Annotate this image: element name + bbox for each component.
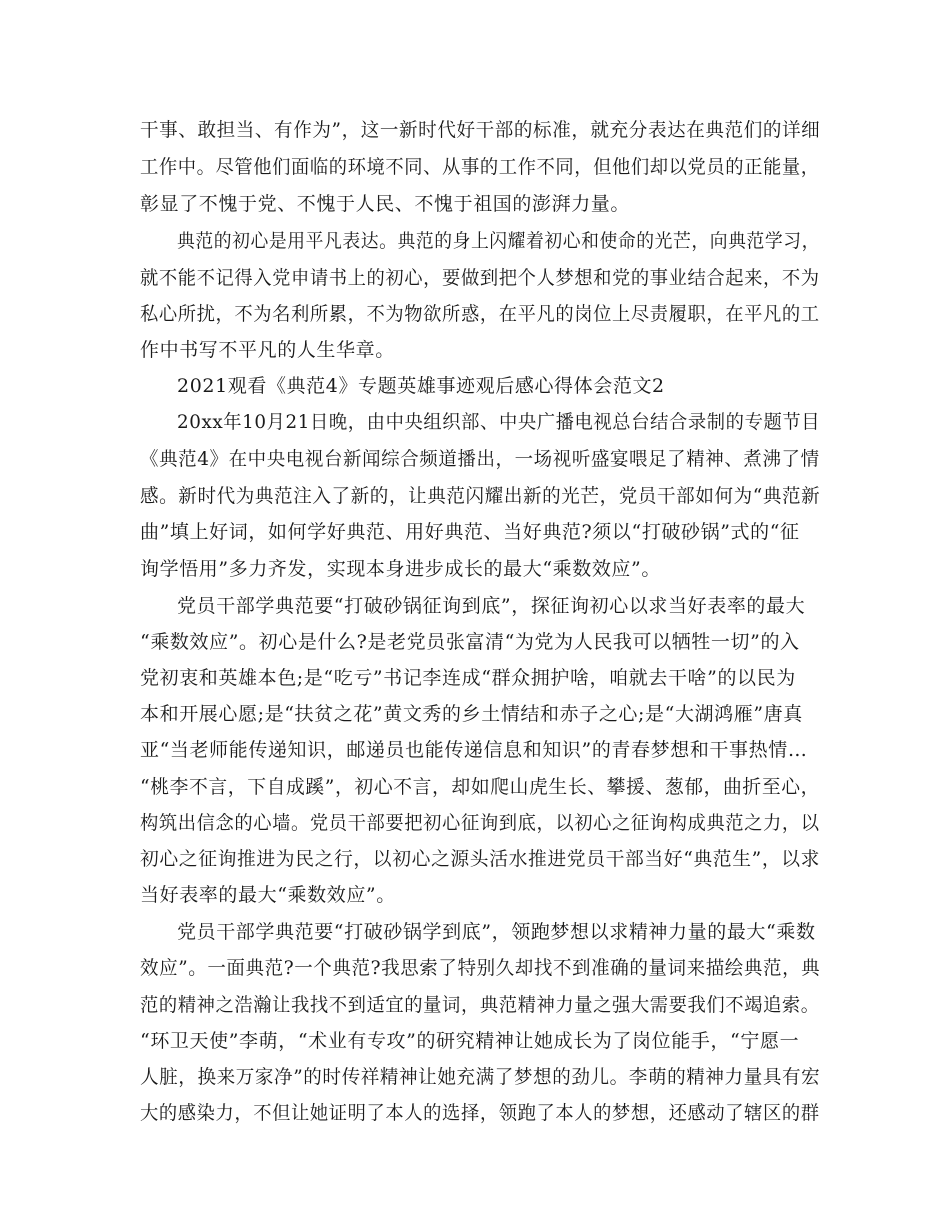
text-line: “乘数效应”。初心是什么?是老党员张富清“为党为人民我可以牺牲一切”的入 xyxy=(140,631,800,653)
text-line: 当好表率的最大“乘数效应”。 xyxy=(140,884,396,906)
text-line: 私心所扰，不为名利所累，不为物欲所惑，在平凡的岗位上尽责履职，在平凡的工 xyxy=(140,303,820,325)
text-line: 就不能不记得入党申请书上的初心，要做到把个人梦想和党的事业结合起来，不为 xyxy=(140,267,820,289)
text-line: 亚“当老师能传递知识，邮递员也能传递信息和知识”的青春梦想和干事热情… xyxy=(140,739,808,761)
text-line: 作中书写不平凡的人生华章。 xyxy=(140,339,395,361)
text-line: 感。新时代为典范注入了新的，让典范闪耀出新的光芒，党员干部如何为“典范新 xyxy=(140,485,821,507)
text-line: 询学悟用”多力齐发，实现本身进步成长的最大“乘数效应”。 xyxy=(140,558,661,580)
paragraph-first-line: 典范的初心是用平凡表达。典范的身上闪耀着初心和使命的光芒，向典范学习， xyxy=(177,230,821,252)
text-line: 干事、敢担当、有作为”，这一新时代好干部的标准，就充分表达在典范们的详细 xyxy=(140,119,821,141)
text-line: 党初衷和英雄本色;是“吃亏”书记李连成“群众拥护啥，咱就去干啥”的以民为 xyxy=(140,667,796,689)
text-line: “桃李不言，下自成蹊”，初心不言，却如爬山虎生长、攀援、葱郁，曲折至心， xyxy=(140,776,821,798)
text-line: 彰显了不愧于党、不愧于人民、不愧于祖国的澎湃力量。 xyxy=(140,193,631,215)
text-line: 本和开展心愿;是“扶贫之花”黄文秀的乡土情结和赤子之心;是“大湖鸿雁”唐真 xyxy=(140,703,803,725)
text-line: 初心之征询推进为民之行，以初心之源头活水推进党员干部当好“典范生”，以求 xyxy=(140,848,821,870)
text-line: 曲”填上好词，如何学好典范、用好典范、当好典范?须以“打破砂锅”式的“征 xyxy=(140,521,800,543)
text-line: 《典范4》在中央电视台新闻综合频道播出，一场视听盛宴喂足了精神、煮沸了情 xyxy=(140,448,820,470)
section-heading: 2021观看《典范4》专题英雄事迹观后感心得体会范文2 xyxy=(177,375,665,397)
paragraph-first-line: 20xx年10月21日晚，由中央组织部、中央广播电视总台结合录制的专题节目 xyxy=(177,411,821,433)
text-line: “环卫天使”李萌，“术业有专攻”的研究精神让她成长为了岗位能手，“宁愿一 xyxy=(140,1030,800,1052)
text-line: 人脏，换来万家净”的时传祥精神让她充满了梦想的劲儿。李萌的精神力量具有宏 xyxy=(140,1066,821,1088)
paragraph-first-line: 党员干部学典范要“打破砂锅征询到底”，探征询初心以求当好表率的最大 xyxy=(177,595,806,617)
text-line: 大的感染力，不但让她证明了本人的选择，领跑了本人的梦想，还感动了辖区的群 xyxy=(140,1102,820,1124)
text-line: 效应”。一面典范?一个典范?我思索了特别久却找不到准确的量词来描绘典范，典 xyxy=(140,957,821,979)
paragraph-first-line: 党员干部学典范要“打破砂锅学到底”，领跑梦想以求精神力量的最大“乘数 xyxy=(177,921,816,943)
text-line: 范的精神之浩瀚让我找不到适宜的量词，典范精神力量之强大需要我们不竭追索。 xyxy=(140,994,820,1016)
text-line: 工作中。尽管他们面临的环境不同、从事的工作不同，但他们却以党员的正能量， xyxy=(140,156,820,178)
text-line: 构筑出信念的心墙。党员干部要把初心征询到底，以初心之征询构成典范之力，以 xyxy=(140,812,820,834)
